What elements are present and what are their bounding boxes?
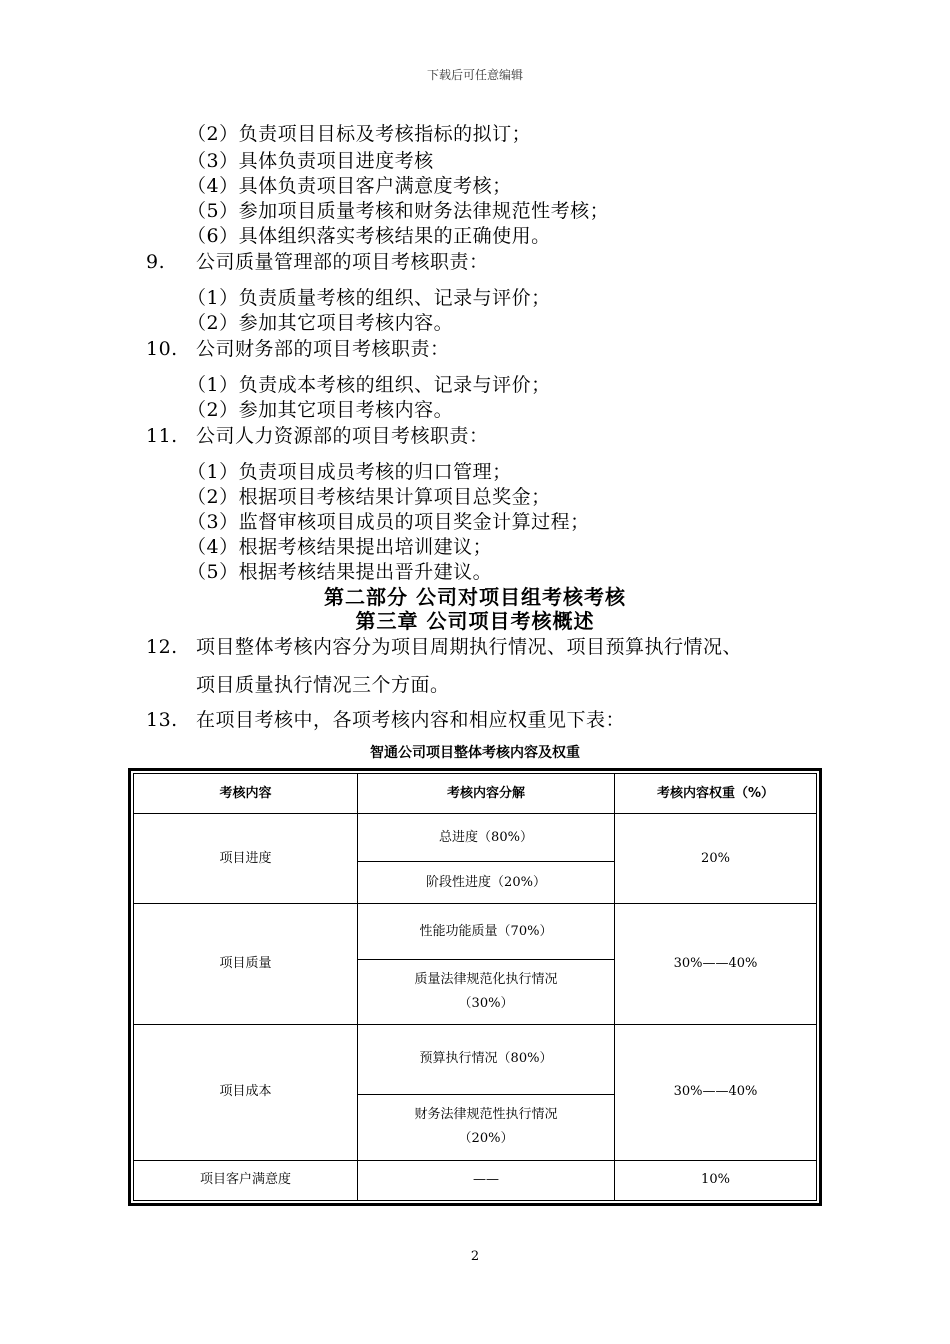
list-item: （1）负责成本考核的组织、记录与评价； [187, 374, 551, 396]
list-item: （2）参加其它项目考核内容。 [187, 312, 454, 334]
numbered-item-11 [146, 424, 489, 448]
breakdown-cell: 总进度（80%） [358, 814, 615, 862]
table-header-row [134, 774, 817, 814]
breakdown-cell: 预算执行情况（80%） [358, 1024, 615, 1094]
item-number: 10. [146, 338, 178, 360]
category-cell: 项目质量 [134, 904, 358, 1024]
category-cell: 项目客户满意度 [134, 1160, 358, 1200]
item-number: 12. [146, 636, 178, 658]
breakdown-cell: 阶段性进度（20%） [358, 862, 615, 904]
numbered-item-9 [146, 250, 489, 274]
table-caption: 智通公司项目整体考核内容及权重 [370, 745, 580, 761]
breakdown-text: 财务法律规范性执行情况 [414, 1107, 558, 1123]
item-text: 公司质量管理部的项目考核职责： [196, 251, 489, 273]
page-number: 2 [470, 1249, 480, 1264]
list-item: （5）参加项目质量考核和财务法律规范性考核； [187, 200, 610, 222]
list-item: （2）根据项目考核结果计算项目总奖金； [187, 486, 551, 508]
numbered-item-13 [146, 708, 625, 732]
item-number: 11. [146, 425, 178, 447]
numbered-item-10 [146, 337, 450, 361]
item-number: 9. [146, 251, 166, 273]
part-title: 第二部分 公司对项目组考核考核 [324, 585, 626, 609]
breakdown-cell: —— [358, 1160, 615, 1200]
breakdown-cell [358, 1094, 615, 1160]
weight-cell: 30%——40% [615, 904, 817, 1024]
breakdown-cell [358, 960, 615, 1024]
list-item: （4）具体负责项目客户满意度考核； [187, 175, 512, 197]
breakdown-percent: （30%） [458, 995, 514, 1011]
table-row [134, 1160, 817, 1200]
list-item: （4）根据考核结果提出培训建议； [187, 536, 493, 558]
item-number: 13. [146, 709, 178, 731]
column-header: 考核内容 [134, 774, 358, 814]
breakdown-text: 质量法律规范化执行情况 [414, 971, 558, 987]
item-text: 公司财务部的项目考核职责： [196, 338, 450, 360]
chapter-title: 第三章 公司项目考核概述 [355, 609, 595, 633]
table-row [134, 814, 817, 862]
item-text: 公司人力资源部的项目考核职责： [196, 425, 489, 447]
category-cell: 项目进度 [134, 814, 358, 904]
breakdown-cell: 性能功能质量（70%） [358, 904, 615, 960]
table-row [134, 1024, 817, 1094]
item-text: 在项目考核中，各项考核内容和相应权重见下表： [196, 709, 626, 731]
column-header: 考核内容分解 [358, 774, 615, 814]
assessment-table [128, 768, 822, 1206]
numbered-item-12 [146, 635, 742, 659]
list-item: （3）具体负责项目进度考核 [187, 150, 434, 172]
breakdown-percent: （20%） [458, 1131, 514, 1147]
list-item: （1）负责项目成员考核的归口管理； [187, 461, 512, 483]
list-item: （6）具体组织落实考核结果的正确使用。 [187, 225, 551, 247]
column-header: 考核内容权重（%） [615, 774, 817, 814]
weight-cell: 20% [615, 814, 817, 904]
list-item: （5）根据考核结果提出晋升建议。 [187, 561, 493, 583]
list-item: （3）监督审核项目成员的项目奖金计算过程； [187, 511, 590, 533]
weight-cell: 10% [615, 1160, 817, 1200]
item-text: 项目整体考核内容分为项目周期执行情况、项目预算执行情况、 [196, 636, 743, 658]
list-item: （1）负责质量考核的组织、记录与评价； [187, 287, 551, 309]
list-item: （2）参加其它项目考核内容。 [187, 399, 454, 421]
table-row [134, 904, 817, 960]
header-watermark: 下载后可任意编辑 [426, 68, 523, 82]
list-item: （2）负责项目目标及考核指标的拟订； [187, 123, 532, 145]
category-cell: 项目成本 [134, 1024, 358, 1160]
weight-cell: 30%——40% [615, 1024, 817, 1160]
item-continuation: 项目质量执行情况三个方面。 [196, 674, 450, 696]
